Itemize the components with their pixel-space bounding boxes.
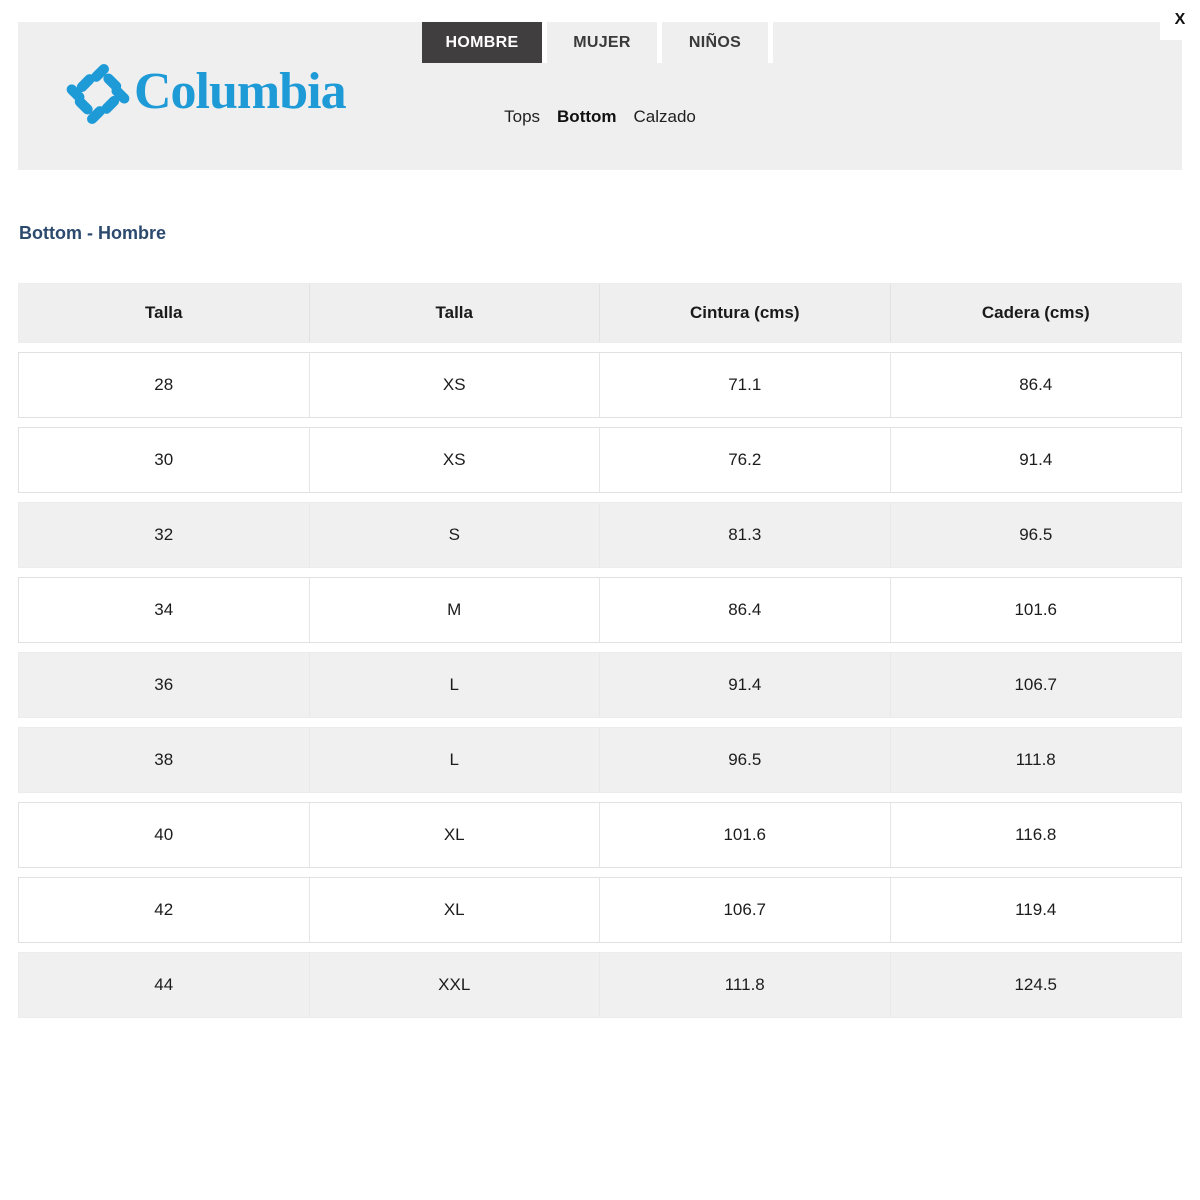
table-cell: L: [310, 653, 601, 717]
table-cell: 106.7: [1014, 675, 1058, 694]
table-cell: XS: [310, 428, 601, 492]
table-column-header: Cadera (cms): [981, 303, 1090, 322]
tab-hombre[interactable]: [422, 22, 547, 63]
table-cell: 81.3: [600, 503, 891, 567]
table-cell: XL: [310, 803, 601, 867]
gender-tabs: [422, 22, 773, 63]
table-cell: 42: [19, 878, 310, 942]
table-column-header: Cintura (cms): [600, 284, 891, 342]
table-cell: M: [310, 578, 601, 642]
table-cell: 71.1: [600, 353, 891, 417]
table-row: [18, 652, 1182, 718]
subtab-calzado[interactable]: Calzado: [633, 107, 696, 126]
table-cell: 96.5: [1019, 525, 1053, 544]
table-cell: 30: [19, 428, 310, 492]
category-subnav: [18, 107, 1182, 127]
table-cell: 86.4: [600, 578, 891, 642]
table-row: [18, 427, 1182, 493]
table-cell: 36: [19, 653, 310, 717]
close-button[interactable]: [1160, 0, 1200, 40]
table-row: [18, 727, 1182, 793]
table-cell: 96.5: [600, 728, 891, 792]
table-cell: 44: [19, 953, 310, 1017]
size-guide-header: [18, 22, 1182, 170]
columbia-wordmark: Columbia: [134, 63, 346, 120]
table-header-row: [18, 283, 1182, 343]
table-cell: 124.5: [1014, 975, 1058, 994]
table-cell: 40: [19, 803, 310, 867]
table-cell: XL: [310, 878, 601, 942]
table-cell: 106.7: [600, 878, 891, 942]
table-cell: 91.4: [600, 653, 891, 717]
tab-mujer[interactable]: [547, 22, 662, 63]
table-row: [18, 352, 1182, 418]
table-column-header: Talla: [19, 284, 310, 342]
table-cell: 86.4: [1019, 375, 1053, 394]
subtab-bottom[interactable]: Bottom: [557, 107, 617, 126]
table-cell: 28: [19, 353, 310, 417]
table-row: [18, 577, 1182, 643]
subtab-tops[interactable]: Tops: [504, 107, 541, 126]
tab-ninos[interactable]: [662, 22, 773, 63]
table-row: [18, 952, 1182, 1018]
table-cell: 38: [19, 728, 310, 792]
table-cell: 101.6: [600, 803, 891, 867]
table-row: [18, 502, 1182, 568]
table-column-header: Talla: [310, 284, 601, 342]
close-icon: X: [1174, 11, 1186, 28]
page-title: Bottom - Hombre: [19, 223, 166, 243]
table-row: [18, 802, 1182, 868]
table-cell: 119.4: [1015, 900, 1057, 919]
table-cell: 76.2: [600, 428, 891, 492]
table-cell: 101.6: [1014, 600, 1058, 619]
table-body: [18, 352, 1182, 1018]
table-cell: 111.8: [600, 953, 891, 1017]
size-table: [18, 283, 1182, 1018]
table-cell: 34: [19, 578, 310, 642]
tab-ninos-label: NIÑOS: [688, 33, 742, 51]
table-cell: 116.8: [1015, 825, 1057, 844]
table-cell: 91.4: [1019, 450, 1053, 469]
table-cell: 111.8: [1015, 750, 1056, 769]
table-cell: 32: [19, 503, 310, 567]
tab-hombre-label: HOMBRE: [445, 33, 519, 51]
table-cell: S: [310, 503, 601, 567]
table-row: [18, 877, 1182, 943]
table-cell: L: [310, 728, 601, 792]
tab-mujer-label: MUJER: [573, 33, 631, 51]
table-cell: XXL: [310, 953, 601, 1017]
table-cell: XS: [310, 353, 601, 417]
